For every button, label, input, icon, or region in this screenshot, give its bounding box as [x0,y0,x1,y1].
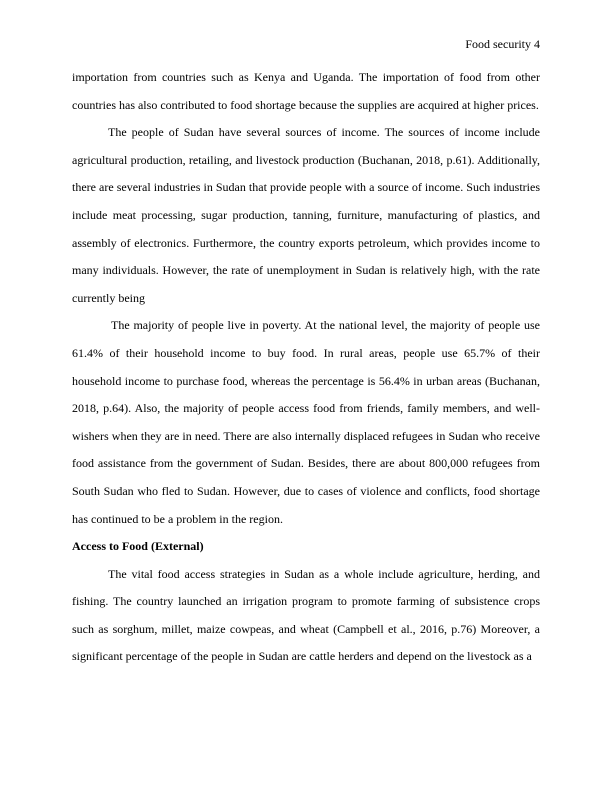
paragraph-poverty: The majority of people live in poverty. At the national level, the majority of people use 61.4% of their household income to buy food. In rural areas, people use 65.7% of their household income to purchase food, whereas the percentage is 56.4% in urban areas (Buchanan, 2018, p.64). Also, the majority of people access food from friends, family members, and well-wishers when they are in need. There are also internally displaced refugees in Sudan who receive food assistance from the government of Sudan. Besides, there are about 800,000 refugees from South Sudan who fled to Sudan. However, due to cases of violence and conflicts, food shortage has continued to be a problem in the region. [72,318,540,526]
paragraph-income-sources: The people of Sudan have several sources of income. The sources of income include agricultural production, retailing, and livestock production (Buchanan, 2018, p.61). Additionally, there are several industries in Sudan that provide people with a source of income. Such industries include meat processing, sugar production, tanning, furniture, manufacturing of plastics, and assembly of electronics. Furthermore, the country exports petroleum, which provides income to many individuals. However, the rate of unemployment in Sudan is relatively high, with the rate currently being [72,125,540,305]
section-heading: Access to Food (External) [72,539,204,554]
paragraph-food-access: The vital food access strategies in Sudan as a whole include agriculture, herding, and fishing. The country launched an irrigation program to promote farming of subsistence crops such as sorghum, millet, maize cowpeas, and wheat (Campbell et al., 2016, p.76) Moreover, a significant percentage of the people in Sudan are cattle herders and depend on the livestock as a [72,566,540,664]
paragraph-continuation: importation from countries such as Kenya and Uganda. The importation of food from other countries has also contributed to food shortage because the supplies are acquired at higher prices. [72,70,540,112]
running-head: Food security 4 [465,37,540,51]
document-body [72,64,540,671]
